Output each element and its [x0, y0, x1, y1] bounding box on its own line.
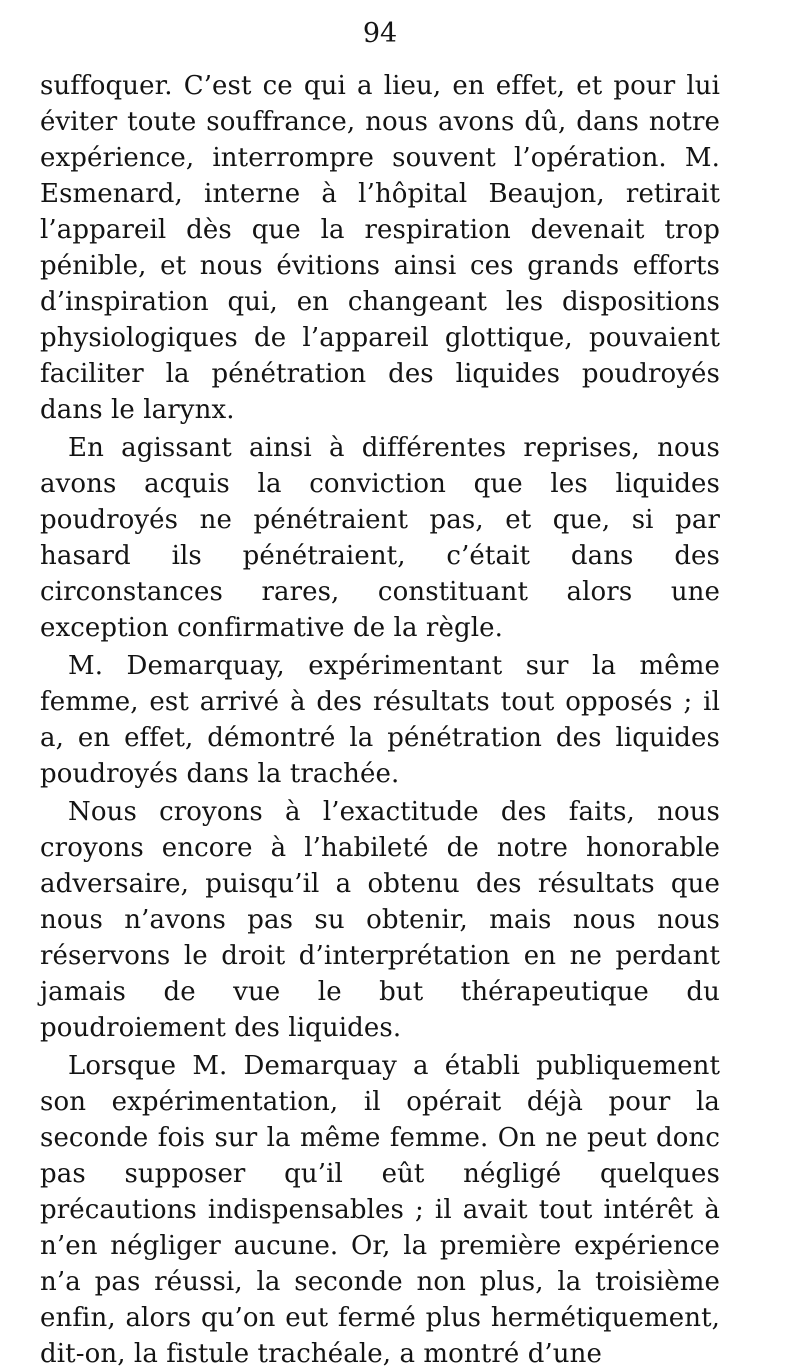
paragraph: M. Demarquay, expérimentant sur la même femme, est arrivé à des résultats tout opposés ; il a, en effet, démontré la pénétration des liquides poudroyés dans la trachée. [40, 651, 720, 789]
page-number: 94 [362, 18, 398, 49]
paragraph: Lorsque M. Demarquay a établi publiquement son expérimentation, il opérait déjà pour la seconde fois sur la même femme. On ne peut donc pas supposer qu’il eût négligé quelques précautions indispensables ; il avait tout intérêt à n’en négliger aucune. Or, la première expérience n’a pas réussi, la seconde non plus, la troisième enfin, alors qu’on eut fermé plus hermétiquement, dit-on, la fistule trachéale, a montré d’une [40, 1051, 720, 1369]
paragraph-continuation: suffoquer. C’est ce qui a lieu, en effet, et pour lui éviter toute souffrance, nous avons dû, dans notre expérience, interrompre souvent l’opération. M. Esmenard, interne à l’hôpital Beaujon, retirait l’appareil dès que la respiration devenait trop pénible, et nous évitions ainsi ces grands efforts d’inspiration qui, en changeant les dispositions physiologiques de l’appareil glottique, pouvaient faciliter la pénétration des liquides poudroyés dans le larynx. [40, 71, 720, 425]
paragraph: Nous croyons à l’exactitude des faits, nous croyons encore à l’habileté de notre honorable adversaire, puisqu’il a obtenu des résultats que nous n’avons pas su obtenir, mais nous nous réservons le droit d’interprétation en ne perdant jamais de vue le but thérapeutique du poudroiement des liquides. [40, 797, 720, 1043]
paragraph: En agissant ainsi à différentes reprises, nous avons acquis la conviction que les liquides poudroyés ne pénétraient pas, et que, si par hasard ils pénétraient, c’était dans des circonstances rares, constituant alors une exception confirmative de la règle. [40, 433, 720, 643]
